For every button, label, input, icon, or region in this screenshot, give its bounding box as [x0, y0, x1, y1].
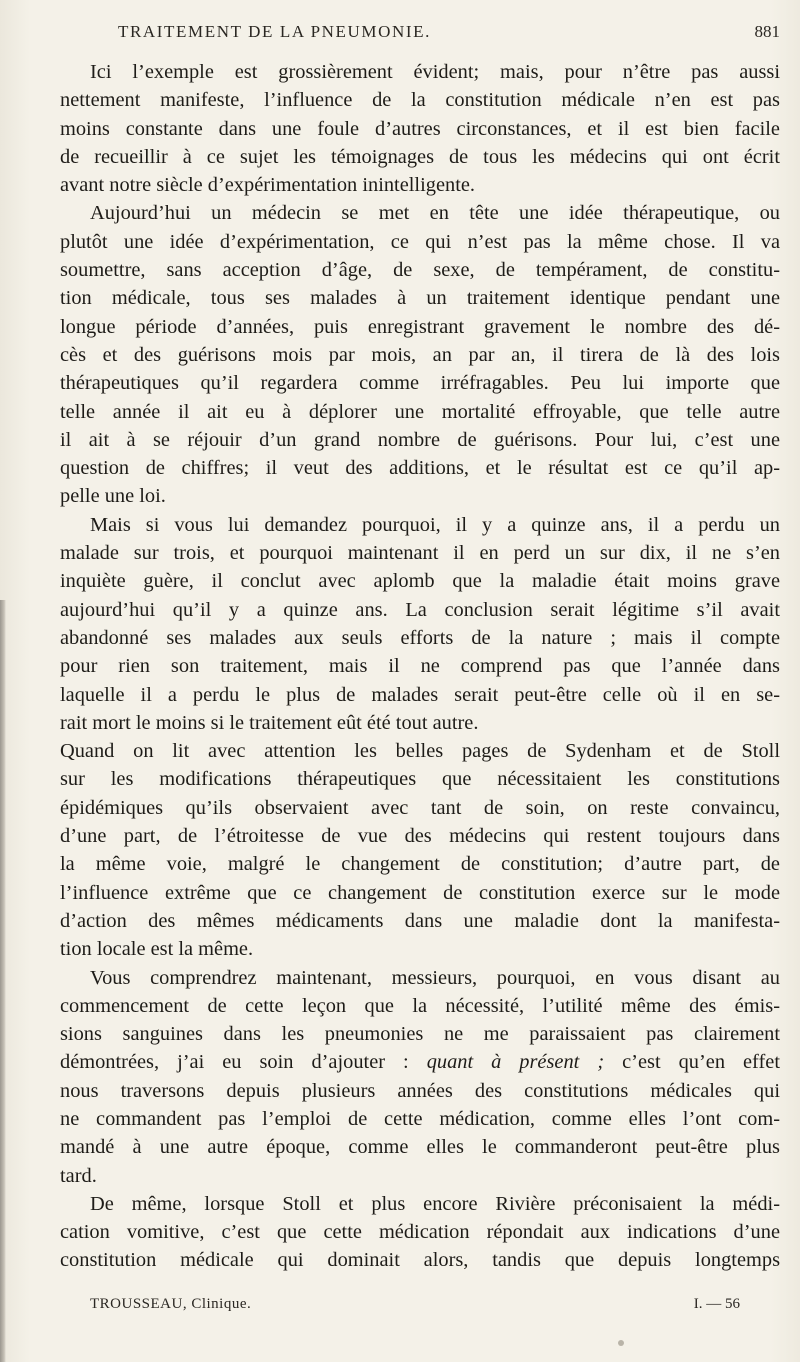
paper-speck	[618, 1340, 624, 1346]
text-line	[60, 1048, 780, 1076]
text-line: il ait à se réjouir d’un grand nombre de guérisons. Pour lui, c’est une	[60, 428, 780, 451]
text-line: d’une part, de l’étroitesse de vue des médecins qui restent toujours dans	[60, 825, 780, 848]
page-number: 881	[754, 22, 780, 41]
text-line: thérapeutiques qu’il regardera comme irréfragables. Peu lui importe que	[60, 372, 780, 395]
text-line: tion médicale, tous ses malades à un traitement identique pendant une	[60, 287, 780, 310]
text-line: De même, lorsque Stoll et plus encore Rivière préconisaient la médi-	[90, 1192, 780, 1215]
text-line: nettement manifeste, l’influence de la constitution médicale n’en est pas	[60, 89, 780, 112]
text-line: tion locale est la même.	[60, 938, 254, 961]
text-segment: c’est qu’en effet	[604, 1051, 780, 1074]
text-line: Mais si vous lui demandez pourquoi, il y a quinze ans, il a perdu un	[90, 513, 780, 536]
text-line: constitution médicale qui dominait alors, tandis que depuis longtemps	[60, 1249, 780, 1272]
text-line: l’influence extrême que ce changement de constitution exerce sur le mode	[60, 881, 780, 904]
text-line: pour rien son traitement, mais il ne comprend pas que l’année dans	[60, 655, 780, 678]
text-line: Aujourd’hui un médecin se met en tête une idée thérapeutique, ou	[90, 202, 780, 225]
text-line: inquiète guère, il conclut avec aplomb que la maladie était moins grave	[60, 570, 780, 593]
text-line: sions sanguines dans les pneumonies ne me paraissaient pas clairement	[60, 1023, 780, 1046]
text-line: cation vomitive, c’est que cette médication répondait aux indications d’une	[60, 1221, 780, 1244]
sheet-signature: I. — 56	[693, 1296, 740, 1312]
binding-edge-shadow	[0, 600, 6, 1362]
text-line: plutôt une idée d’expérimentation, ce qui n’est pas la même chose. Il va	[60, 230, 780, 253]
text-line: sur les modifications thérapeutiques que nécessitaient les constitutions	[60, 768, 780, 791]
text-line: ne commandent pas l’emploi de cette médication, comme elles l’ont com-	[60, 1107, 780, 1130]
text-line: telle année il ait eu à déplorer une mortalité effroyable, que telle autre	[60, 400, 780, 423]
body-text	[60, 58, 780, 1275]
running-title: TRAITEMENT DE LA PNEUMONIE.	[118, 22, 431, 41]
text-line: avant notre siècle d’expérimentation inintelligente.	[60, 174, 476, 197]
text-line: laquelle il a perdu le plus de malades serait peut-être celle où il en se-	[60, 683, 780, 706]
text-line: longue période d’années, puis enregistrant gravement le nombre des dé-	[60, 315, 780, 338]
emphasis-text: quant à présent ;	[426, 1051, 605, 1074]
text-line: rait mort le moins si le traitement eût été tout autre.	[60, 711, 479, 734]
text-line: nous traversons depuis plusieurs années des constitutions médicales qui	[60, 1079, 780, 1102]
page-header	[60, 18, 780, 46]
signature-mark: TROUSSEAU, Clinique.	[90, 1296, 252, 1312]
text-line: malade sur trois, et pourquoi maintenant il en perd un sur dix, il ne s’en	[60, 542, 780, 565]
text-segment: démontrées, j’ai eu soin d’ajouter :	[60, 1051, 427, 1074]
text-line: question de chiffres; il veut des additions, et le résultat est ce qu’il ap-	[60, 457, 780, 480]
text-line: pelle une loi.	[60, 485, 166, 508]
text-line: la même voie, malgré le changement de constitution; d’autre part, de	[60, 853, 780, 876]
text-line: d’action des mêmes médicaments dans une maladie dont la manifesta-	[60, 909, 780, 932]
text-line: épidémiques qu’ils observaient avec tant de soin, on reste convaincu,	[60, 796, 780, 819]
text-line: tard.	[60, 1164, 97, 1187]
text-line: cès et des guérisons mois par mois, an par an, il tirera de là des lois	[60, 343, 780, 366]
text-line: Quand on lit avec attention les belles pages de Sydenham et de Stoll	[60, 740, 780, 763]
text-line: de recueillir à ce sujet les témoignages de tous les médecins qui ont écrit	[60, 145, 780, 168]
text-line: soumettre, sans acception d’âge, de sexe, de tempérament, de constitu-	[60, 259, 780, 282]
text-line: moins constante dans une foule d’autres circonstances, et il est bien facile	[60, 117, 780, 140]
text-line: Ici l’exemple est grossièrement évident; mais, pour n’être pas aussi	[90, 61, 780, 83]
page-footer	[60, 1294, 780, 1318]
text-line: commencement de cette leçon que la nécessité, l’utilité même des émis-	[60, 994, 780, 1017]
text-line: abandonné ses malades aux seuls efforts de la nature ; mais il compte	[60, 626, 780, 649]
text-line: mandé à une autre époque, comme elles le commanderont peut-être plus	[60, 1136, 780, 1159]
text-line: aujourd’hui qu’il y a quinze ans. La conclusion serait légitime s’il avait	[60, 598, 780, 621]
text-line: Vous comprendrez maintenant, messieurs, pourquoi, en vous disant au	[90, 966, 780, 989]
